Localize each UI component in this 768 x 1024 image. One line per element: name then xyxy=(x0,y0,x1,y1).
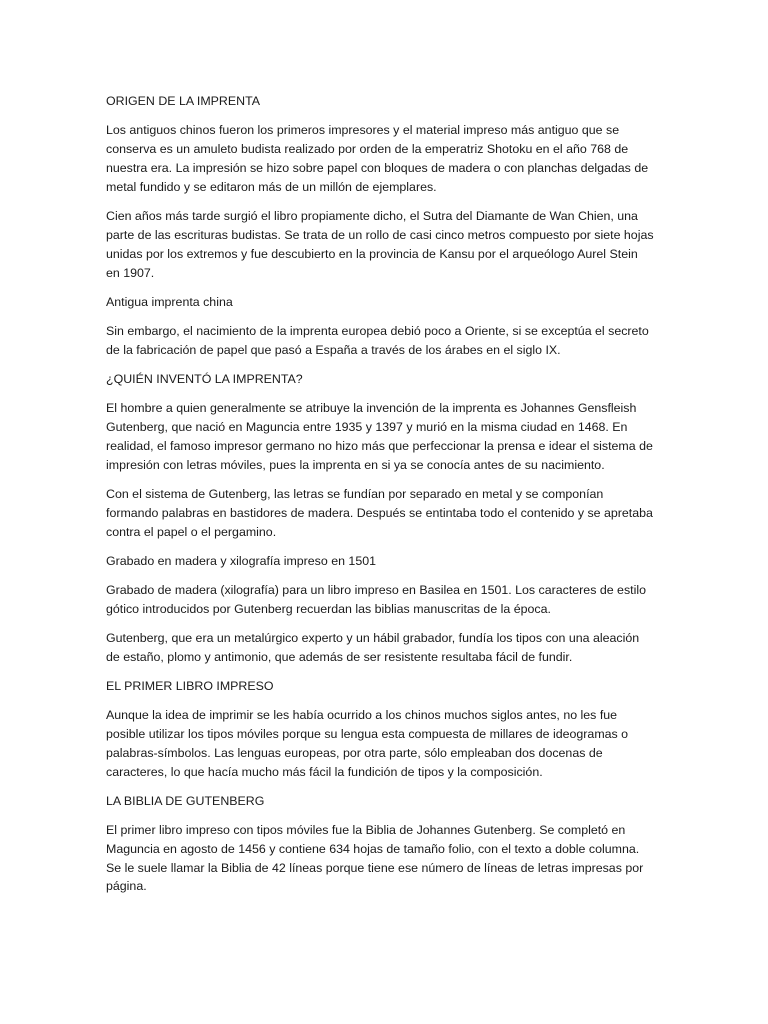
paragraph-oriente: Sin embargo, el nacimiento de la imprenta europea debió poco a Oriente, si se exceptúa el secreto de la fabricación de papel que pasó a España a través de los árabes en el siglo IX. xyxy=(106,323,649,357)
paragraph-xilografia: Grabado de madera (xilografía) para un libro impreso en Basilea en 1501. Los caracteres de estilo gótico introducidos por Gutenberg recuerdan las biblias manuscritas de la época. xyxy=(106,582,646,616)
document-page xyxy=(106,92,654,907)
paragraph-biblia: El primer libro impreso con tipos móviles fue la Biblia de Johannes Gutenberg. Se completó en Maguncia en agosto de 1456 y contiene 634 hojas de tamaño folio, con el texto a doble columna. Se le suele llamar la Biblia de 42 líneas porque tiene ese número de líneas de letras impresas por página. xyxy=(106,822,644,894)
caption-imprenta-china: Antigua imprenta china xyxy=(106,294,233,309)
heading-origen: ORIGEN DE LA IMPRENTA xyxy=(106,94,260,108)
heading-quien-invento: ¿QUIÉN INVENTÓ LA IMPRENTA? xyxy=(106,371,303,386)
heading-biblia: LA BIBLIA DE GUTENBERG xyxy=(106,793,265,808)
paragraph-chinos: Los antiguos chinos fueron los primeros impresores y el material impreso más antiguo que se conserva es un amuleto budista realizado por orden de la emperatriz Shotoku en el año 768 de nuestra era. La impresión se hizo sobre papel con bloques de madera o con planchas delgadas de metal fundido y se editaron más de un millón de ejemplares. xyxy=(106,123,649,194)
paragraph-gutenberg-invencion: El hombre a quien generalmente se atribuye la invención de la imprenta es Johannes Gensfleish Gutenberg, que nació en Maguncia entre 1935 y 1397 y murió en la misma ciudad en 1468. En realidad, el famoso impresor germano no hizo más que perfeccionar la prensa e idear el sistema de impresión con letras móviles, pues la imprenta en si ya se conocía antes de su nacimiento. xyxy=(106,400,653,472)
paragraph-sutra: Cien años más tarde surgió el libro propiamente dicho, el Sutra del Diamante de Wan Chien, una parte de las escrituras budistas. Se trata de un rollo de casi cinco metros compuesto por siete hojas unidas por los extremos y fue descubierto en la provincia de Kansu por el arqueólogo Aurel Stein en 1907. xyxy=(106,208,654,280)
paragraph-tipos-moviles: Aunque la idea de imprimir se les había ocurrido a los chinos muchos siglos antes, no les fue posible utilizar los tipos móviles porque su lengua esta compuesta de millares de ideogramas o palabras-símbolos. Las lenguas europeas, por otra parte, sólo empleaban dos docenas de caracteres, lo que hacía mucho más fácil la fundición de tipos y la composición. xyxy=(106,707,629,779)
paragraph-metalurgico: Gutenberg, que era un metalúrgico experto y un hábil grabador, fundía los tipos con una aleación de estaño, plomo y antimonio, que además de ser resistente resultaba fácil de fundir. xyxy=(106,630,640,664)
caption-grabado: Grabado en madera y xilografía impreso en 1501 xyxy=(106,553,376,568)
heading-primer-libro: EL PRIMER LIBRO IMPRESO xyxy=(106,678,274,693)
paragraph-sistema-gutenberg: Con el sistema de Gutenberg, las letras se fundían por separado en metal y se componían formando palabras en bastidores de madera. Después se entintaba todo el contenido y se apretaba contra el papel o el pergamino. xyxy=(106,486,653,539)
